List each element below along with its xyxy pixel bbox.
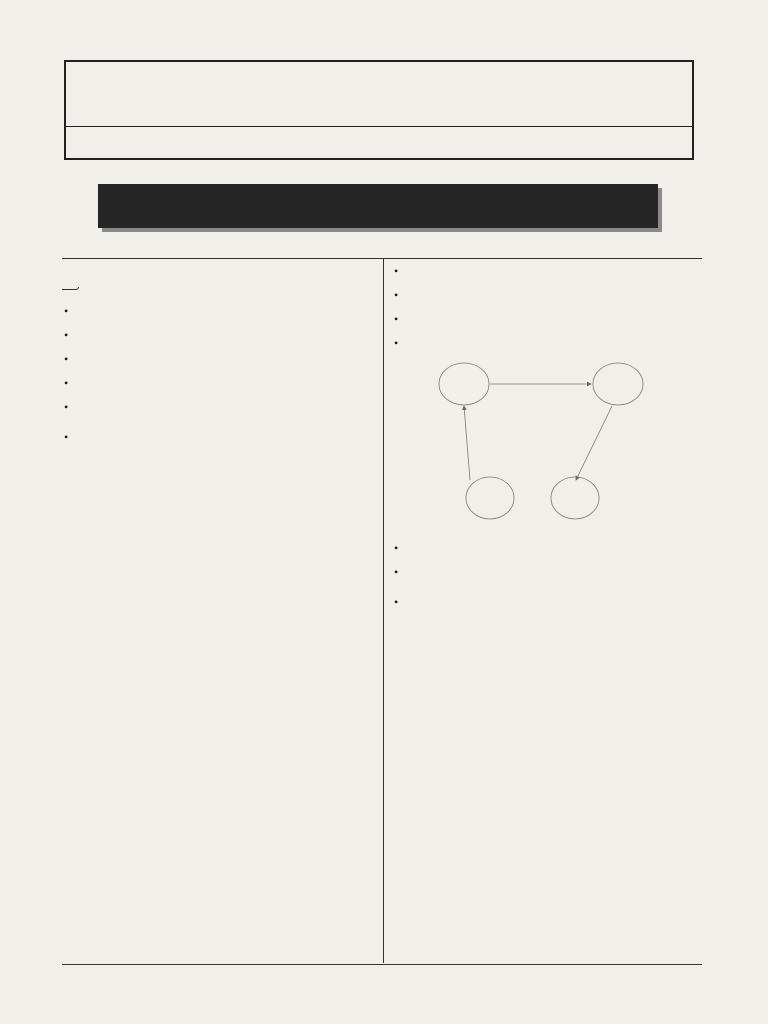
bullet-text xyxy=(418,593,704,611)
bullet-text xyxy=(418,539,704,557)
bullet-text xyxy=(418,334,704,352)
general-problem-node xyxy=(439,363,489,405)
bullet-text xyxy=(418,262,704,280)
bullet-dot-icon: • xyxy=(64,430,69,444)
right-column xyxy=(392,262,704,617)
left-column xyxy=(62,262,374,452)
bullet-item xyxy=(392,593,704,611)
bullet-item xyxy=(62,326,374,344)
top-rule xyxy=(62,258,702,259)
bullet-text xyxy=(88,302,374,320)
bullet-dot-icon: • xyxy=(394,336,399,350)
triz-heading xyxy=(62,278,374,296)
triz-diagram xyxy=(392,358,704,520)
bullet-dot-icon: • xyxy=(64,400,69,414)
bullet-dot-icon: • xyxy=(394,312,399,326)
general-solution-node xyxy=(593,363,643,405)
bullet-dot-icon: • xyxy=(394,541,399,555)
bullet-dot-icon: • xyxy=(394,565,399,579)
bullet-text xyxy=(88,374,374,392)
header-divider xyxy=(66,126,692,127)
bullet-item xyxy=(392,539,704,557)
bullet-text xyxy=(418,563,704,581)
bullet-dot-icon: • xyxy=(64,304,69,318)
left-up-arrow xyxy=(464,406,470,480)
bullet-dot-icon: • xyxy=(64,328,69,342)
bottom-rule xyxy=(62,964,702,965)
bullet-text xyxy=(418,310,704,328)
bullet-item xyxy=(392,262,704,280)
bullet-item xyxy=(392,334,704,352)
bullet-item xyxy=(62,302,374,320)
bullet-item xyxy=(392,310,704,328)
specific-solution-node xyxy=(551,477,599,519)
bullet-item xyxy=(62,374,374,392)
bullet-dot-icon: • xyxy=(64,352,69,366)
bullet-text xyxy=(418,286,704,304)
bullet-text xyxy=(88,326,374,344)
bullet-item xyxy=(62,350,374,368)
triz-heading-text xyxy=(62,287,79,290)
header-box xyxy=(64,60,694,160)
bullet-item xyxy=(62,398,374,416)
bullet-text xyxy=(88,350,374,368)
bullet-dot-icon: • xyxy=(394,595,399,609)
bullet-dot-icon: • xyxy=(64,376,69,390)
bullet-dot-icon: • xyxy=(394,288,399,302)
bullet-text xyxy=(88,428,374,446)
specific-problem-node xyxy=(466,477,514,519)
bullet-item xyxy=(62,428,374,446)
column-divider xyxy=(383,258,384,963)
bullet-item xyxy=(392,563,704,581)
unit-banner xyxy=(98,184,658,228)
bullet-text xyxy=(88,398,374,416)
bullet-dot-icon: • xyxy=(394,264,399,278)
right-down-arrow xyxy=(576,406,612,480)
bullet-item xyxy=(392,286,704,304)
